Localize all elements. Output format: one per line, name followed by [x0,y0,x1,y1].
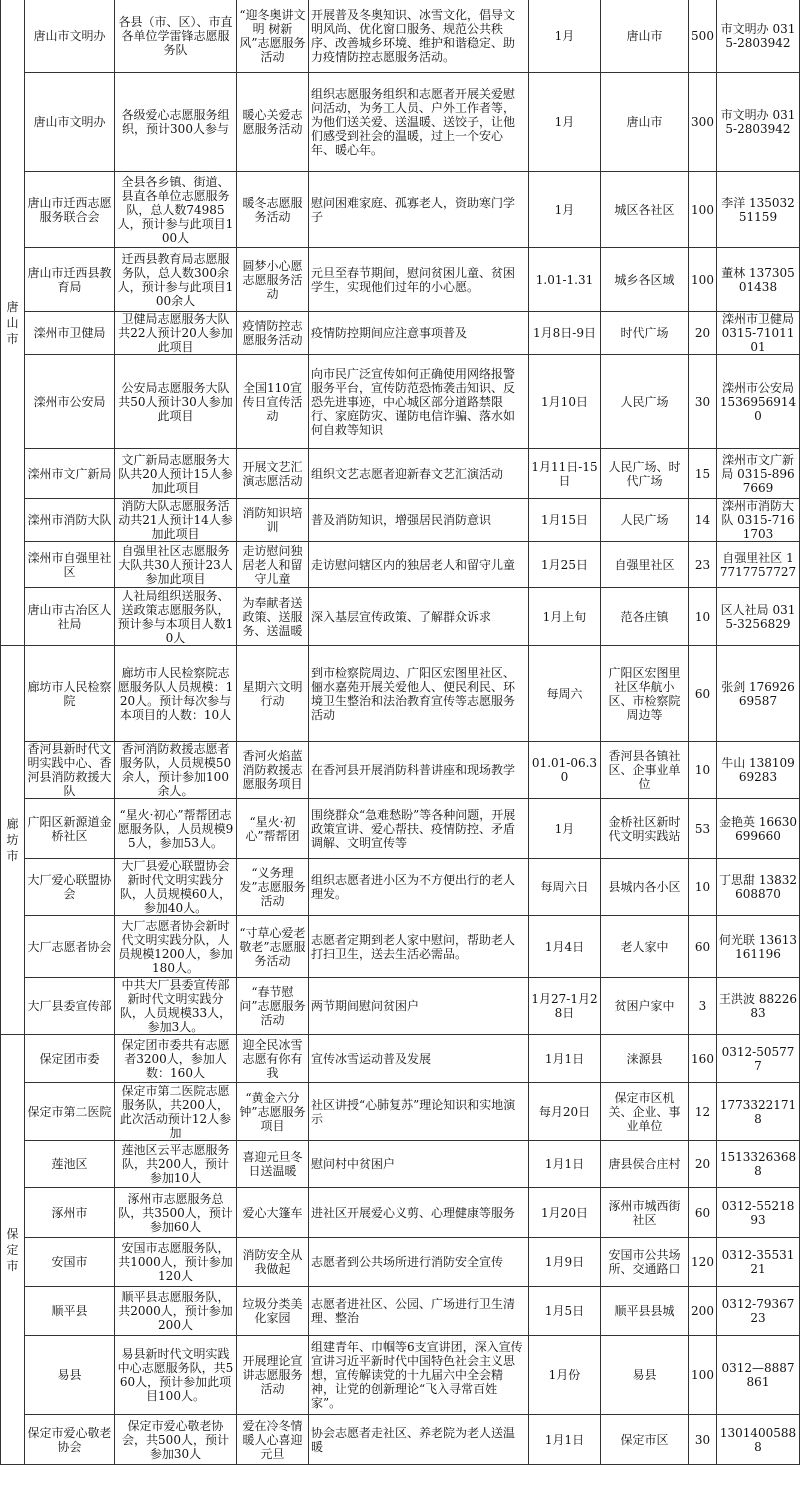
activity-cell: 暖心关爱志愿服务活动 [237,73,309,172]
count-cell: 10 [689,859,717,916]
time-cell: 每周六 [529,646,601,742]
content-cell: 进社区开展爱心义剪、心理健康等服务 [309,1188,529,1238]
team-cell: 卫健局志愿服务大队共22人预计20人参加此项目 [115,312,237,355]
table-body [1,0,800,1465]
time-cell: 1月上旬 [529,588,601,646]
activity-cell: 疫情防控志愿服务活动 [237,312,309,355]
table-row [1,499,800,542]
count-cell: 200 [689,1287,717,1336]
content-cell: 疫情防控期间应注意事项普及 [309,312,529,355]
team-cell: 各级爱心志愿服务组织，预计300人参与 [115,73,237,172]
contact-cell: 张剑 17692669587 [717,646,800,742]
region-cell [1,0,25,646]
content-cell: 组建青年、巾帼等6支宣讲团，深入宣传宣讲习近平新时代中国特色社会主义思想，宣传解读党的十九届六中全会精神，让党的创新理论“飞入寻常百姓家”。 [309,1336,529,1415]
team-cell: 大厂县爱心联盟协会新时代文明实践分队，人员规模60人，参加40人。 [115,859,237,916]
place-cell: 易县 [601,1336,689,1415]
table-row [1,646,800,742]
team-cell: “星火·初心”帮帮团志愿服务队，人员规模95人，参加53人。 [115,799,237,859]
contact-cell: 自强里社区 17717757727 [717,542,800,588]
contact-cell: 15133263688 [717,1141,800,1188]
place-cell: 范各庄镇 [601,588,689,646]
time-cell: 每月20日 [529,1083,601,1141]
content-cell: 两节期间慰问贫困户 [309,978,529,1035]
contact-cell: 0312—8887861 [717,1336,800,1415]
table-row [1,1415,800,1465]
time-cell: 1月 [529,0,601,73]
team-cell: 中共大厂县委宣传部新时代文明实践分队，人员规模33人，参加3人。 [115,978,237,1035]
place-cell: 广阳区宏图里社区华航小区、市检察院周边等 [601,646,689,742]
activity-cell: “寸草心爱老敬老”志愿服务活动 [237,916,309,978]
table-row [1,248,800,312]
count-cell: 10 [689,588,717,646]
count-cell: 10 [689,742,717,799]
place-cell: 涿州市城西街社区 [601,1188,689,1238]
time-cell: 1月1日 [529,1141,601,1188]
count-cell: 14 [689,499,717,542]
time-cell: 1月27-1月28日 [529,978,601,1035]
team-cell: 自强里社区志愿服务大队共30人预计23人参加此项目 [115,542,237,588]
place-cell: 人民广场 [601,355,689,449]
place-cell: 安国市公共场所、交通路口 [601,1238,689,1287]
time-cell: 1月8日-9日 [529,312,601,355]
team-cell: 文广新局志愿服务大队共20人预计15人参加此项目 [115,449,237,499]
place-cell: 顺平县县城 [601,1287,689,1336]
team-cell: 安国市志愿服务队，共1000人，预计参加120人 [115,1238,237,1287]
content-cell: 围绕群众“急难愁盼”等各种问题，开展政策宣讲、爱心帮扶、疫情防控、矛盾调解、文明宣传等 [309,799,529,859]
table-row [1,978,800,1035]
team-cell: 全县各乡镇、街道、县直各单位志愿服务队，总人数74985人，预计参与此项目100人 [115,172,237,248]
team-cell: 顺平县志愿服务队，共2000人，预计参加200人 [115,1287,237,1336]
time-cell: 每周六日 [529,859,601,916]
time-cell: 1月5日 [529,1287,601,1336]
activity-cell: 走访慰问独居老人和留守儿童 [237,542,309,588]
contact-cell: 丁思甜 13832608870 [717,859,800,916]
team-cell: 消防大队志愿服务活动共21人预计14人参加此项目 [115,499,237,542]
place-cell: 保定市区 [601,1415,689,1465]
activity-cell: 爱在冷冬情暖人心喜迎元旦 [237,1415,309,1465]
org-cell: 保定市爱心敬老协会 [25,1415,115,1465]
activity-cell: 迎全民冰雪志愿有你有我 [237,1035,309,1083]
content-cell: 慰问困难家庭、孤寡老人，资助寒门学子 [309,172,529,248]
contact-cell: 李洋 13503251159 [717,172,800,248]
activity-cell: 消防知识培训 [237,499,309,542]
org-cell: 滦州市自强里社区 [25,542,115,588]
org-cell: 涿州市 [25,1188,115,1238]
count-cell: 23 [689,542,717,588]
table-row [1,1238,800,1287]
content-cell: 社区讲授“心肺复苏”理论知识和实地演示 [309,1083,529,1141]
activity-cell: 圆梦小心愿志愿服务活动 [237,248,309,312]
time-cell: 1月25日 [529,542,601,588]
place-cell: 城区各社区 [601,172,689,248]
content-cell: 普及消防知识，增强居民消防意识 [309,499,529,542]
count-cell: 53 [689,799,717,859]
org-cell: 广阳区新源道金桥社区 [25,799,115,859]
content-cell: 志愿者定期到老人家中慰问，帮助老人打扫卫生，送去生活必需品。 [309,916,529,978]
place-cell: 贫困户家中 [601,978,689,1035]
place-cell: 唐山市 [601,73,689,172]
org-cell: 唐山市古冶区人社局 [25,588,115,646]
org-cell: 大厂志愿者协会 [25,916,115,978]
time-cell: 1月20日 [529,1188,601,1238]
contact-cell: 金艳英 16630699660 [717,799,800,859]
content-cell: 志愿者进社区、公园、广场进行卫生清理、整治 [309,1287,529,1336]
contact-cell: 董林 13730501438 [717,248,800,312]
contact-cell: 市文明办 0315-2803942 [717,73,800,172]
activity-cell: “迎冬奥讲文明 树新风”志愿服务活动 [237,0,309,73]
org-cell: 滦州市公安局 [25,355,115,449]
count-cell: 12 [689,1083,717,1141]
content-cell: 元旦至春节期间，慰问贫困儿童、贫困学生，实现他们过年的小心愿。 [309,248,529,312]
time-cell: 1月4日 [529,916,601,978]
time-cell: 1月 [529,73,601,172]
activity-cell: 全国110宣传日宣传活动 [237,355,309,449]
time-cell: 1月份 [529,1336,601,1415]
activity-cell: “春节慰问”志愿服务活动 [237,978,309,1035]
org-cell: 大厂爱心联盟协会 [25,859,115,916]
org-cell: 保定团市委 [25,1035,115,1083]
place-cell: 人民广场、时代广场 [601,449,689,499]
count-cell: 3 [689,978,717,1035]
time-cell: 1月15日 [529,499,601,542]
activity-cell: 为奉献者送政策、送服务、送温暖 [237,588,309,646]
org-cell: 唐山市文明办 [25,73,115,172]
content-cell: 走访慰问辖区内的独居老人和留守儿童 [309,542,529,588]
org-cell: 唐山市文明办 [25,0,115,73]
count-cell: 120 [689,1238,717,1287]
table-row [1,1188,800,1238]
org-cell: 保定市第二医院 [25,1083,115,1141]
activity-cell: 开展理论宣讲志愿服务活动 [237,1336,309,1415]
contact-cell: 17733221718 [717,1083,800,1141]
org-cell: 安国市 [25,1238,115,1287]
org-cell: 唐山市迁西县教育局 [25,248,115,312]
contact-cell: 滦州市文广新局 0315-8967669 [717,449,800,499]
content-cell: 到市检察院周边、广阳区宏图里社区、俪水嘉苑开展关爱他人、便民利民、环境卫生整治和法治教育宣传等志愿服务活动 [309,646,529,742]
region-cell [1,1035,25,1465]
table-row [1,449,800,499]
content-cell: 向市民广泛宣传如何正确使用网络报警服务平台，宣传防范恐怖袭击知识、反恐先进事迹，中心城区部分道路禁限行、家庭防灾、谨防电信诈骗、落水如何自救等知识 [309,355,529,449]
table-row [1,542,800,588]
place-cell: 县城内各小区 [601,859,689,916]
content-cell: 宣传冰雪运动普及发展 [309,1035,529,1083]
team-cell: 涿州市志愿服务总队，共3500人，预计参加60人 [115,1188,237,1238]
contact-cell: 何光联 13613161196 [717,916,800,978]
table-row [1,742,800,799]
org-cell: 香河县新时代文明实践中心、香河县消防救援大队 [25,742,115,799]
place-cell: 人民广场 [601,499,689,542]
contact-cell: 牛山 13810969283 [717,742,800,799]
time-cell: 1月9日 [529,1238,601,1287]
count-cell: 30 [689,355,717,449]
content-cell: 组织文艺志愿者迎新春文艺汇演活动 [309,449,529,499]
place-cell: 涞源县 [601,1035,689,1083]
contact-cell: 区人社局 0315-3256829 [717,588,800,646]
team-cell: 公安局志愿服务大队共50人预计30人参加此项目 [115,355,237,449]
team-cell: 迁西县教育局志愿服务队，总人数300余人，预计参与此项目100余人 [115,248,237,312]
table-row [1,1035,800,1083]
count-cell: 15 [689,449,717,499]
count-cell: 60 [689,1188,717,1238]
org-cell: 易县 [25,1336,115,1415]
team-cell: 大厂志愿者协会新时代文明实践分队，人员规模1200人，参加180人。 [115,916,237,978]
table-row [1,799,800,859]
team-cell: 保定市爱心敬老协会，共500人，预计参加30人 [115,1415,237,1465]
time-cell: 1月 [529,172,601,248]
count-cell: 500 [689,0,717,73]
table-row [1,355,800,449]
activity-cell: 垃圾分类美化家园 [237,1287,309,1336]
table-row [1,73,800,172]
place-cell: 香河县各镇社区、企事业单位 [601,742,689,799]
team-cell: 保定市第二医院志愿服务队，共200人，此次活动预计12人参加 [115,1083,237,1141]
time-cell: 01.01-06.30 [529,742,601,799]
contact-cell: 王洪波 8822683 [717,978,800,1035]
count-cell: 100 [689,1336,717,1415]
org-cell: 滦州市消防大队 [25,499,115,542]
org-cell: 莲池区 [25,1141,115,1188]
time-cell: 1月1日 [529,1035,601,1083]
contact-cell: 0312-7936723 [717,1287,800,1336]
team-cell: 人社局组织送服务、送政策志愿服务队，预计参与本项目人数10人 [115,588,237,646]
org-cell: 顺平县 [25,1287,115,1336]
table-row [1,916,800,978]
count-cell: 30 [689,1415,717,1465]
contact-cell: 0312-3553121 [717,1238,800,1287]
contact-cell: 0312-5521893 [717,1188,800,1238]
activity-cell: 消防安全从我做起 [237,1238,309,1287]
team-cell: 各县（市、区）、市直各单位学雷锋志愿服务队 [115,0,237,73]
activity-cell: “黄金六分钟”志愿服务项目 [237,1083,309,1141]
content-cell: 开展普及冬奥知识、冰雪文化，倡导文明风尚、优化窗口服务、规范公共秩序、改善城乡环境、维护和谐稳定、助力疫情防控志愿服务活动。 [309,0,529,73]
content-cell: 在香河县开展消防科普讲座和现场教学 [309,742,529,799]
place-cell: 金桥社区新时代文明实践站 [601,799,689,859]
time-cell: 1月11日-15日 [529,449,601,499]
count-cell: 100 [689,248,717,312]
contact-cell: 13014005888 [717,1415,800,1465]
content-cell: 深入基层宣传政策、了解群众诉求 [309,588,529,646]
place-cell: 老人家中 [601,916,689,978]
contact-cell: 市文明办 0315-2803942 [717,0,800,73]
count-cell: 160 [689,1035,717,1083]
count-cell: 60 [689,916,717,978]
time-cell: 1月10日 [529,355,601,449]
contact-cell: 0312-505777 [717,1035,800,1083]
contact-cell: 滦州市消防大队 0315-7161703 [717,499,800,542]
time-cell: 1.01-1.31 [529,248,601,312]
place-cell: 唐山市 [601,0,689,73]
activity-cell: 喜迎元旦冬日送温暖 [237,1141,309,1188]
time-cell: 1月1日 [529,1415,601,1465]
org-cell: 廊坊市人民检察院 [25,646,115,742]
org-cell: 滦州市文广新局 [25,449,115,499]
table-row [1,0,800,73]
table-row [1,1083,800,1141]
region-name: 保定市 [6,1226,19,1273]
table-row [1,312,800,355]
content-cell: 协会志愿者走社区、养老院为老人送温暖 [309,1415,529,1465]
table-row [1,1287,800,1336]
content-cell: 志愿者到公共场所进行消防安全宣传 [309,1238,529,1287]
contact-cell: 滦州市卫健局 0315-7101101 [717,312,800,355]
activity-cell: “义务理发”志愿服务活动 [237,859,309,916]
org-cell: 大厂县委宣传部 [25,978,115,1035]
region-name: 廊坊市 [6,817,19,863]
place-cell: 城乡各区域 [601,248,689,312]
activity-cell: 暖冬志愿服务活动 [237,172,309,248]
count-cell: 20 [689,1141,717,1188]
count-cell: 60 [689,646,717,742]
activity-cell: 爱心大篷车 [237,1188,309,1238]
place-cell: 时代广场 [601,312,689,355]
activity-cell: 星期六文明行动 [237,646,309,742]
time-cell: 1月 [529,799,601,859]
team-cell: 莲池区云平志愿服务队，共200人，预计参加10人 [115,1141,237,1188]
content-cell: 慰问村中贫困户 [309,1141,529,1188]
org-cell: 唐山市迁西志愿服务联合会 [25,172,115,248]
count-cell: 100 [689,172,717,248]
table-row [1,859,800,916]
count-cell: 20 [689,312,717,355]
place-cell: 唐县侯合庄村 [601,1141,689,1188]
activity-cell: 开展文艺汇演志愿活动 [237,449,309,499]
activity-cell: “星火·初心”帮帮团 [237,799,309,859]
content-cell: 组织志愿服务组织和志愿者开展关爱慰问活动，为务工人员、户外工作者等，为他们送关爱、送温暖、送饺子，让他们感受到社会的温暖，过上一个安心年、暖心年。 [309,73,529,172]
region-cell [1,646,25,1035]
region-name: 唐山市 [6,299,19,346]
table-row [1,588,800,646]
content-cell: 组织志愿者进小区为不方便出行的老人理发。 [309,859,529,916]
count-cell: 300 [689,73,717,172]
team-cell: 香河消防救援志愿者服务队，人员规模50余人，预计参加100余人。 [115,742,237,799]
place-cell: 自强里社区 [601,542,689,588]
place-cell: 保定市区机关、企业、事业单位 [601,1083,689,1141]
table-row [1,1141,800,1188]
table-row [1,172,800,248]
team-cell: 廊坊市人民检察院志愿服务队人员规模：120人。预计每次参与本项目的人数：10人 [115,646,237,742]
org-cell: 滦州市卫健局 [25,312,115,355]
contact-cell: 滦州市公安局 15369569140 [717,355,800,449]
table-row [1,1336,800,1415]
activity-cell: 香河火焰蓝消防救援志愿服务项目 [237,742,309,799]
team-cell: 保定团市委共有志愿者3200人，参加人数：160人 [115,1035,237,1083]
team-cell: 易县新时代文明实践中心志愿服务队，共560人，预计参加此项目100人。 [115,1336,237,1415]
